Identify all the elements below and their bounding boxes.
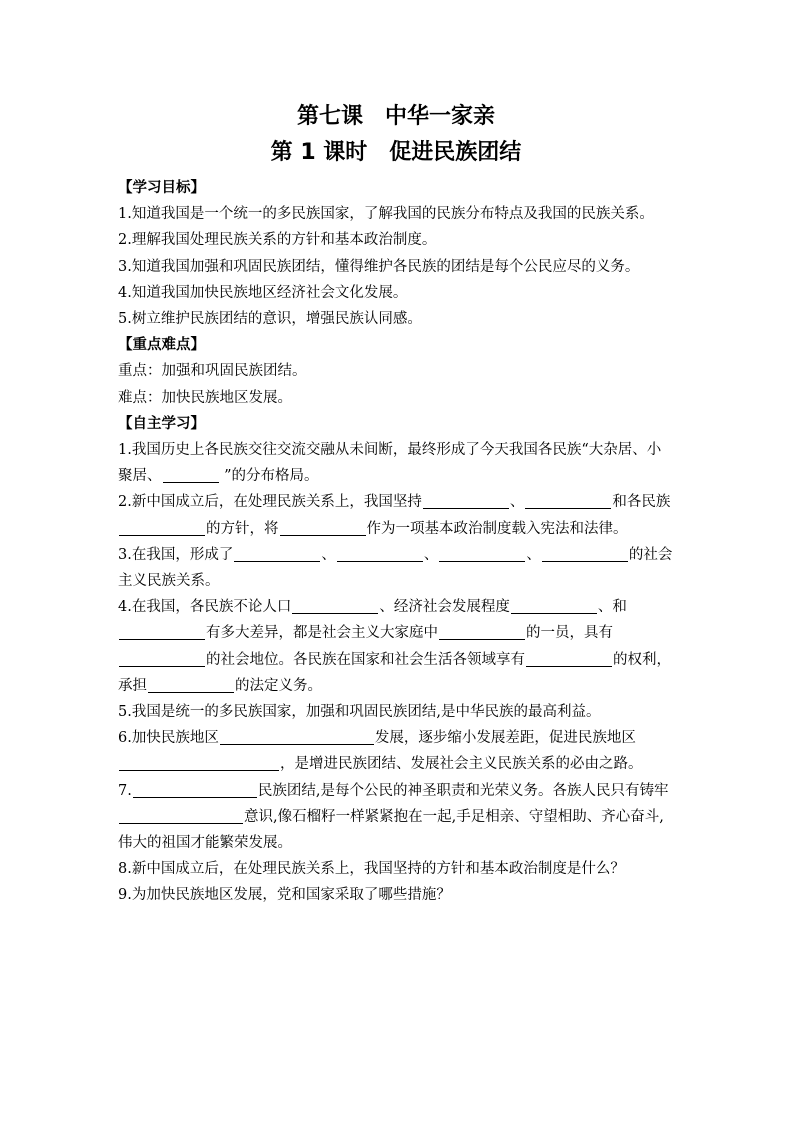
- answer-blank[interactable]: [119, 622, 205, 640]
- question-8: 8.新中国成立后，在处理民族关系上，我国坚持的方针和基本政治制度是什么？: [118, 861, 625, 878]
- answer-blank[interactable]: [119, 649, 205, 667]
- goal-item: 2.理解我国处理民族关系的方针和基本政治制度。: [118, 232, 437, 249]
- worksheet-body: [118, 175, 674, 909]
- goal-item: 3.知道我国加强和巩固民族团结，懂得维护各民族的团结是每个公民应尽的义务。: [118, 258, 640, 275]
- answer-blank[interactable]: [337, 544, 423, 562]
- question-2: 2.新中国成立后，在处理民族关系上，我国坚持 、 和各民族的方针，将 作为一项基本政治制度载入宪法和法律。: [118, 489, 674, 541]
- goal-item: 5.树立维护民族团结的意识，增强民族认同感。: [118, 311, 422, 328]
- question-7: 7. 民族团结,是每个公民的神圣职责和光荣义务。各族人民只有铸牢意识,像石榴籽一样紧紧抱在一起,手足相亲、守望相助、齐心奋斗,伟大的祖国才能繁荣发展。: [118, 778, 674, 857]
- question-6: 6.加快民族地区 发展，逐步缩小发展差距，促进民族地区，是增进民族团结、发展社会主义民族关系的必由之路。: [118, 725, 674, 777]
- question-4: 4.在我国，各民族不论人口 、经济社会发展程度 、和有多大差异，都是社会主义大家庭中 的一员，具有的社会地位。各民族在国家和社会生活各领域享有 的权利，承担 的法定义务。: [118, 594, 674, 699]
- lesson-title: 第七课 中华一家亲: [296, 104, 495, 129]
- question-5: 5.我国是统一的多民族国家，加强和巩固民族团结,是中华民族的最高利益。: [118, 704, 601, 721]
- answer-blank[interactable]: [292, 596, 378, 614]
- answer-blank[interactable]: [439, 544, 525, 562]
- answer-blank[interactable]: [133, 780, 257, 798]
- answer-blank[interactable]: [119, 806, 243, 824]
- difficult-point: 难点：加快民族地区发展。: [118, 389, 292, 406]
- goal-item: 1.知道我国是一个统一的多民族国家，了解我国的民族分布特点及我国的民族关系。: [118, 206, 654, 223]
- answer-blank[interactable]: [220, 727, 374, 745]
- period-title: 第 1 课时 促进民族团结: [270, 140, 522, 165]
- answer-blank[interactable]: [119, 753, 279, 771]
- answer-blank[interactable]: [119, 518, 205, 536]
- answer-blank[interactable]: [511, 596, 597, 614]
- goals-heading: 【学习目标】: [118, 180, 205, 196]
- question-1: 1.我国历史上各民族交往交流交融从未间断，最终形成了今天我国各民族“大杂居、小聚居、 ”的分布格局。: [118, 442, 662, 485]
- answer-blank[interactable]: [439, 622, 525, 640]
- answer-blank[interactable]: [163, 465, 219, 483]
- answer-blank[interactable]: [423, 491, 509, 509]
- key-points-heading: 【重点难点】: [118, 337, 205, 354]
- answer-blank[interactable]: [542, 544, 628, 562]
- answer-blank[interactable]: [525, 491, 611, 509]
- answer-blank[interactable]: [234, 544, 320, 562]
- goal-item: 4.知道我国加快民族地区经济社会文化发展。: [118, 284, 408, 301]
- answer-blank[interactable]: [148, 675, 234, 693]
- answer-blank[interactable]: [280, 518, 366, 536]
- key-point: 重点：加强和巩固民族团结。: [118, 363, 307, 380]
- question-3: 3.在我国，形成了 、 、 、 的社会主义民族关系。: [118, 542, 674, 594]
- answer-blank[interactable]: [526, 649, 612, 667]
- self-study-heading: 【自主学习】: [118, 415, 205, 432]
- question-9: 9.为加快民族地区发展，党和国家采取了哪些措施？: [118, 887, 451, 904]
